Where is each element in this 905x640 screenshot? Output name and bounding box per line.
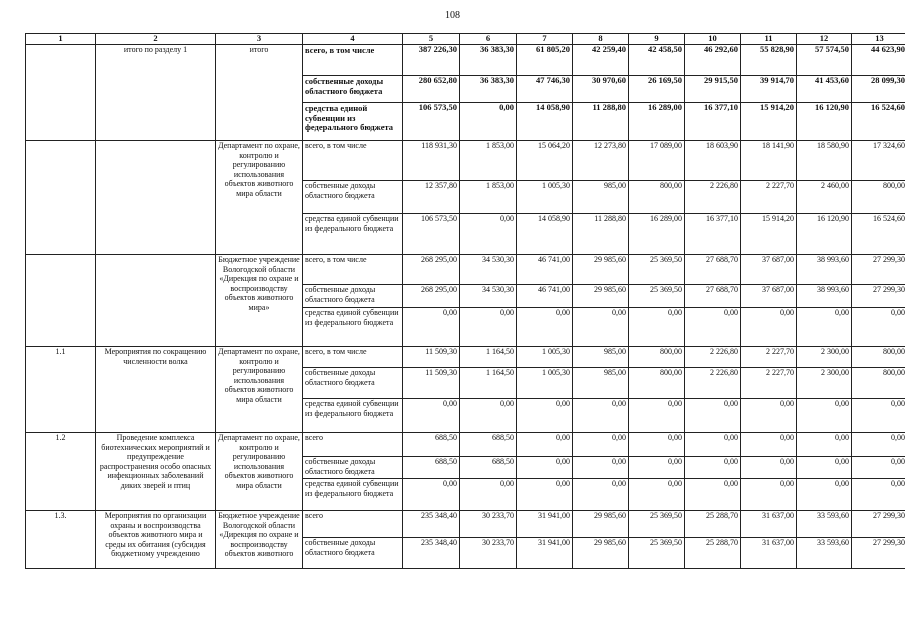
amount-cell: 0,00 bbox=[741, 433, 797, 457]
amount-cell: 0,00 bbox=[573, 308, 629, 347]
amount-cell: 2 226,80 bbox=[685, 347, 741, 368]
amount-cell: 2 300,00 bbox=[797, 347, 852, 368]
amount-cell: 25 288,70 bbox=[685, 538, 741, 569]
amount-cell: 25 369,50 bbox=[629, 285, 685, 308]
amount-cell: 0,00 bbox=[573, 479, 629, 511]
column-header: 5 bbox=[403, 34, 460, 45]
funding-source-cell: всего bbox=[303, 511, 403, 538]
amount-cell: 12 357,80 bbox=[403, 181, 460, 214]
amount-cell: 27 299,30 bbox=[852, 511, 905, 538]
amount-cell: 0,00 bbox=[460, 103, 517, 141]
amount-cell: 800,00 bbox=[629, 347, 685, 368]
amount-cell: 34 530,30 bbox=[460, 255, 517, 285]
amount-cell: 44 623,90 bbox=[852, 45, 905, 76]
page-number: 108 bbox=[445, 10, 460, 21]
amount-cell: 18 580,90 bbox=[797, 141, 852, 181]
column-header: 9 bbox=[629, 34, 685, 45]
amount-cell: 14 058,90 bbox=[517, 214, 573, 255]
header-row bbox=[26, 34, 905, 45]
funding-source-cell: собственные доходы областного бюджета bbox=[303, 368, 403, 399]
amount-cell: 61 805,20 bbox=[517, 45, 573, 76]
item-name-cell: Проведение комплекса биотехнических мероприятий и предупреждение распространения особо опасных инфекционных заболеваний диких зверей и птиц bbox=[96, 433, 216, 511]
amount-cell: 2 460,00 bbox=[797, 181, 852, 214]
column-header: 13 bbox=[852, 34, 905, 45]
amount-cell: 33 593,60 bbox=[797, 538, 852, 569]
amount-cell: 2 227,70 bbox=[741, 181, 797, 214]
amount-cell: 14 058,90 bbox=[517, 103, 573, 141]
amount-cell: 268 295,00 bbox=[403, 285, 460, 308]
amount-cell: 34 530,30 bbox=[460, 285, 517, 308]
table-row bbox=[26, 511, 905, 538]
amount-cell: 0,00 bbox=[629, 308, 685, 347]
column-header: 12 bbox=[797, 34, 852, 45]
funding-source-cell: всего, в том числе bbox=[303, 347, 403, 368]
amount-cell: 688,50 bbox=[403, 433, 460, 457]
amount-cell: 11 509,30 bbox=[403, 368, 460, 399]
amount-cell: 0,00 bbox=[517, 308, 573, 347]
column-header: 11 bbox=[741, 34, 797, 45]
amount-cell: 18 603,90 bbox=[685, 141, 741, 181]
column-header: 4 bbox=[303, 34, 403, 45]
amount-cell: 31 637,00 bbox=[741, 511, 797, 538]
amount-cell: 688,50 bbox=[403, 457, 460, 479]
amount-cell: 2 226,80 bbox=[685, 181, 741, 214]
amount-cell: 0,00 bbox=[403, 479, 460, 511]
column-header: 7 bbox=[517, 34, 573, 45]
item-number-cell: 1.3. bbox=[26, 511, 96, 569]
amount-cell: 118 931,30 bbox=[403, 141, 460, 181]
amount-cell: 29 985,60 bbox=[573, 255, 629, 285]
amount-cell: 27 688,70 bbox=[685, 285, 741, 308]
item-name-cell bbox=[96, 141, 216, 255]
amount-cell: 11 288,80 bbox=[573, 214, 629, 255]
amount-cell: 0,00 bbox=[852, 399, 905, 433]
item-number-cell: 1.2 bbox=[26, 433, 96, 511]
amount-cell: 800,00 bbox=[852, 368, 905, 399]
funding-source-cell: средства единой субвенции из федерального бюджета bbox=[303, 103, 403, 141]
amount-cell: 0,00 bbox=[403, 308, 460, 347]
amount-cell: 16 120,90 bbox=[797, 103, 852, 141]
amount-cell: 2 227,70 bbox=[741, 368, 797, 399]
amount-cell: 16 524,60 bbox=[852, 103, 905, 141]
table-row bbox=[26, 45, 905, 76]
funding-source-cell: всего bbox=[303, 433, 403, 457]
amount-cell: 1 005,30 bbox=[517, 347, 573, 368]
item-name-cell bbox=[96, 255, 216, 347]
column-header: 6 bbox=[460, 34, 517, 45]
funding-source-cell: всего, в том числе bbox=[303, 255, 403, 285]
amount-cell: 0,00 bbox=[629, 457, 685, 479]
amount-cell: 30 233,70 bbox=[460, 511, 517, 538]
amount-cell: 29 985,60 bbox=[573, 285, 629, 308]
item-number-cell bbox=[26, 45, 96, 141]
amount-cell: 0,00 bbox=[797, 433, 852, 457]
funding-source-cell: собственные доходы областного бюджета bbox=[303, 538, 403, 569]
amount-cell: 57 574,50 bbox=[797, 45, 852, 76]
amount-cell: 28 099,30 bbox=[852, 76, 905, 103]
item-number-cell: 1.1 bbox=[26, 347, 96, 433]
funding-source-cell: собственные доходы областного бюджета bbox=[303, 181, 403, 214]
amount-cell: 280 652,80 bbox=[403, 76, 460, 103]
amount-cell: 25 288,70 bbox=[685, 511, 741, 538]
column-header: 2 bbox=[96, 34, 216, 45]
amount-cell: 800,00 bbox=[629, 368, 685, 399]
amount-cell: 33 593,60 bbox=[797, 511, 852, 538]
amount-cell: 18 141,90 bbox=[741, 141, 797, 181]
amount-cell: 11 509,30 bbox=[403, 347, 460, 368]
amount-cell: 0,00 bbox=[852, 457, 905, 479]
amount-cell: 31 941,00 bbox=[517, 511, 573, 538]
amount-cell: 800,00 bbox=[629, 181, 685, 214]
amount-cell: 15 914,20 bbox=[741, 214, 797, 255]
amount-cell: 42 458,50 bbox=[629, 45, 685, 76]
amount-cell: 0,00 bbox=[403, 399, 460, 433]
amount-cell: 106 573,50 bbox=[403, 214, 460, 255]
amount-cell: 15 064,20 bbox=[517, 141, 573, 181]
executor-cell: Департамент по охране, контролю и регулированию использования объектов животного мира области bbox=[216, 141, 303, 255]
amount-cell: 16 377,10 bbox=[685, 103, 741, 141]
amount-cell: 0,00 bbox=[685, 479, 741, 511]
amount-cell: 1 005,30 bbox=[517, 368, 573, 399]
amount-cell: 1 164,50 bbox=[460, 347, 517, 368]
executor-cell: Бюджетное учреждение Вологодской области «Дирекция по охране и воспроизводству объектов животного мира» bbox=[216, 255, 303, 347]
executor-cell: итого bbox=[216, 45, 303, 141]
amount-cell: 0,00 bbox=[629, 479, 685, 511]
amount-cell: 46 741,00 bbox=[517, 285, 573, 308]
funding-source-cell: всего, в том числе bbox=[303, 141, 403, 181]
amount-cell: 12 273,80 bbox=[573, 141, 629, 181]
item-number-cell bbox=[26, 141, 96, 255]
amount-cell: 0,00 bbox=[797, 457, 852, 479]
amount-cell: 46 741,00 bbox=[517, 255, 573, 285]
amount-cell: 11 288,80 bbox=[573, 103, 629, 141]
amount-cell: 0,00 bbox=[629, 399, 685, 433]
amount-cell: 31 941,00 bbox=[517, 538, 573, 569]
amount-cell: 2 226,80 bbox=[685, 368, 741, 399]
executor-cell: Департамент по охране, контролю и регулированию использования объектов животного мира области bbox=[216, 433, 303, 511]
amount-cell: 27 299,30 bbox=[852, 285, 905, 308]
amount-cell: 235 348,40 bbox=[403, 511, 460, 538]
amount-cell: 26 169,50 bbox=[629, 76, 685, 103]
item-name-cell: итого по разделу 1 bbox=[96, 45, 216, 141]
amount-cell: 36 383,30 bbox=[460, 45, 517, 76]
amount-cell: 0,00 bbox=[573, 399, 629, 433]
executor-cell: Бюджетное учреждение Вологодской области «Дирекция по охране и воспроизводству объектов животного bbox=[216, 511, 303, 569]
amount-cell: 15 914,20 bbox=[741, 103, 797, 141]
amount-cell: 38 993,60 bbox=[797, 255, 852, 285]
amount-cell: 30 233,70 bbox=[460, 538, 517, 569]
item-name-cell: Мероприятия по организации охраны и воспроизводства объектов животного мира и среды их обитания (субсидия бюджетному учреждению bbox=[96, 511, 216, 569]
amount-cell: 29 915,50 bbox=[685, 76, 741, 103]
amount-cell: 37 687,00 bbox=[741, 255, 797, 285]
funding-source-cell: собственные доходы областного бюджета bbox=[303, 457, 403, 479]
amount-cell: 36 383,30 bbox=[460, 76, 517, 103]
amount-cell: 25 369,50 bbox=[629, 538, 685, 569]
amount-cell: 0,00 bbox=[797, 479, 852, 511]
funding-source-cell: собственные доходы областного бюджета bbox=[303, 285, 403, 308]
amount-cell: 0,00 bbox=[852, 308, 905, 347]
amount-cell: 16 120,90 bbox=[797, 214, 852, 255]
item-number-cell bbox=[26, 255, 96, 347]
amount-cell: 0,00 bbox=[852, 479, 905, 511]
amount-cell: 387 226,30 bbox=[403, 45, 460, 76]
funding-source-cell: средства единой субвенции из федерального бюджета bbox=[303, 399, 403, 433]
amount-cell: 37 687,00 bbox=[741, 285, 797, 308]
amount-cell: 16 289,00 bbox=[629, 103, 685, 141]
amount-cell: 1 853,00 bbox=[460, 141, 517, 181]
table-row bbox=[26, 255, 905, 285]
amount-cell: 106 573,50 bbox=[403, 103, 460, 141]
amount-cell: 27 299,30 bbox=[852, 255, 905, 285]
funding-source-cell: средства единой субвенции из федерального бюджета bbox=[303, 308, 403, 347]
amount-cell: 985,00 bbox=[573, 368, 629, 399]
amount-cell: 55 828,90 bbox=[741, 45, 797, 76]
amount-cell: 0,00 bbox=[573, 433, 629, 457]
funding-source-cell: всего, в том числе bbox=[303, 45, 403, 76]
amount-cell: 31 637,00 bbox=[741, 538, 797, 569]
amount-cell: 268 295,00 bbox=[403, 255, 460, 285]
funding-source-cell: средства единой субвенции из федерального бюджета bbox=[303, 479, 403, 511]
funding-source-cell: собственные доходы областного бюджета bbox=[303, 76, 403, 103]
amount-cell: 2 227,70 bbox=[741, 347, 797, 368]
column-header: 1 bbox=[26, 34, 96, 45]
funding-source-cell: средства единой субвенции из федерального бюджета bbox=[303, 214, 403, 255]
budget-table bbox=[25, 33, 905, 569]
column-header: 10 bbox=[685, 34, 741, 45]
amount-cell: 0,00 bbox=[741, 308, 797, 347]
amount-cell: 0,00 bbox=[460, 214, 517, 255]
amount-cell: 46 292,60 bbox=[685, 45, 741, 76]
amount-cell: 1 853,00 bbox=[460, 181, 517, 214]
amount-cell: 16 524,60 bbox=[852, 214, 905, 255]
column-header: 8 bbox=[573, 34, 629, 45]
table-row bbox=[26, 433, 905, 457]
amount-cell: 0,00 bbox=[573, 457, 629, 479]
amount-cell: 0,00 bbox=[460, 399, 517, 433]
amount-cell: 0,00 bbox=[685, 399, 741, 433]
table-row bbox=[26, 347, 905, 368]
amount-cell: 0,00 bbox=[629, 433, 685, 457]
amount-cell: 235 348,40 bbox=[403, 538, 460, 569]
amount-cell: 29 985,60 bbox=[573, 538, 629, 569]
amount-cell: 800,00 bbox=[852, 181, 905, 214]
amount-cell: 688,50 bbox=[460, 433, 517, 457]
column-header: 3 bbox=[216, 34, 303, 45]
amount-cell: 17 324,60 bbox=[852, 141, 905, 181]
amount-cell: 0,00 bbox=[797, 399, 852, 433]
amount-cell: 17 089,00 bbox=[629, 141, 685, 181]
amount-cell: 0,00 bbox=[460, 479, 517, 511]
table-body bbox=[26, 45, 905, 569]
table-row bbox=[26, 141, 905, 181]
amount-cell: 16 377,10 bbox=[685, 214, 741, 255]
amount-cell: 27 688,70 bbox=[685, 255, 741, 285]
amount-cell: 1 005,30 bbox=[517, 181, 573, 214]
amount-cell: 25 369,50 bbox=[629, 511, 685, 538]
amount-cell: 16 289,00 bbox=[629, 214, 685, 255]
amount-cell: 0,00 bbox=[517, 479, 573, 511]
amount-cell: 0,00 bbox=[741, 457, 797, 479]
amount-cell: 41 453,60 bbox=[797, 76, 852, 103]
amount-cell: 2 300,00 bbox=[797, 368, 852, 399]
amount-cell: 0,00 bbox=[741, 399, 797, 433]
amount-cell: 0,00 bbox=[685, 457, 741, 479]
amount-cell: 27 299,30 bbox=[852, 538, 905, 569]
amount-cell: 38 993,60 bbox=[797, 285, 852, 308]
amount-cell: 30 970,60 bbox=[573, 76, 629, 103]
amount-cell: 0,00 bbox=[517, 457, 573, 479]
amount-cell: 1 164,50 bbox=[460, 368, 517, 399]
amount-cell: 0,00 bbox=[797, 308, 852, 347]
amount-cell: 0,00 bbox=[517, 399, 573, 433]
amount-cell: 47 746,30 bbox=[517, 76, 573, 103]
amount-cell: 800,00 bbox=[852, 347, 905, 368]
amount-cell: 0,00 bbox=[685, 433, 741, 457]
amount-cell: 25 369,50 bbox=[629, 255, 685, 285]
amount-cell: 0,00 bbox=[517, 433, 573, 457]
amount-cell: 39 914,70 bbox=[741, 76, 797, 103]
amount-cell: 42 259,40 bbox=[573, 45, 629, 76]
amount-cell: 985,00 bbox=[573, 347, 629, 368]
item-name-cell: Мероприятия по сокращению численности волка bbox=[96, 347, 216, 433]
amount-cell: 0,00 bbox=[460, 308, 517, 347]
amount-cell: 29 985,60 bbox=[573, 511, 629, 538]
amount-cell: 688,50 bbox=[460, 457, 517, 479]
amount-cell: 985,00 bbox=[573, 181, 629, 214]
executor-cell: Департамент по охране, контролю и регулированию использования объектов животного мира области bbox=[216, 347, 303, 433]
amount-cell: 0,00 bbox=[741, 479, 797, 511]
amount-cell: 0,00 bbox=[685, 308, 741, 347]
amount-cell: 0,00 bbox=[852, 433, 905, 457]
